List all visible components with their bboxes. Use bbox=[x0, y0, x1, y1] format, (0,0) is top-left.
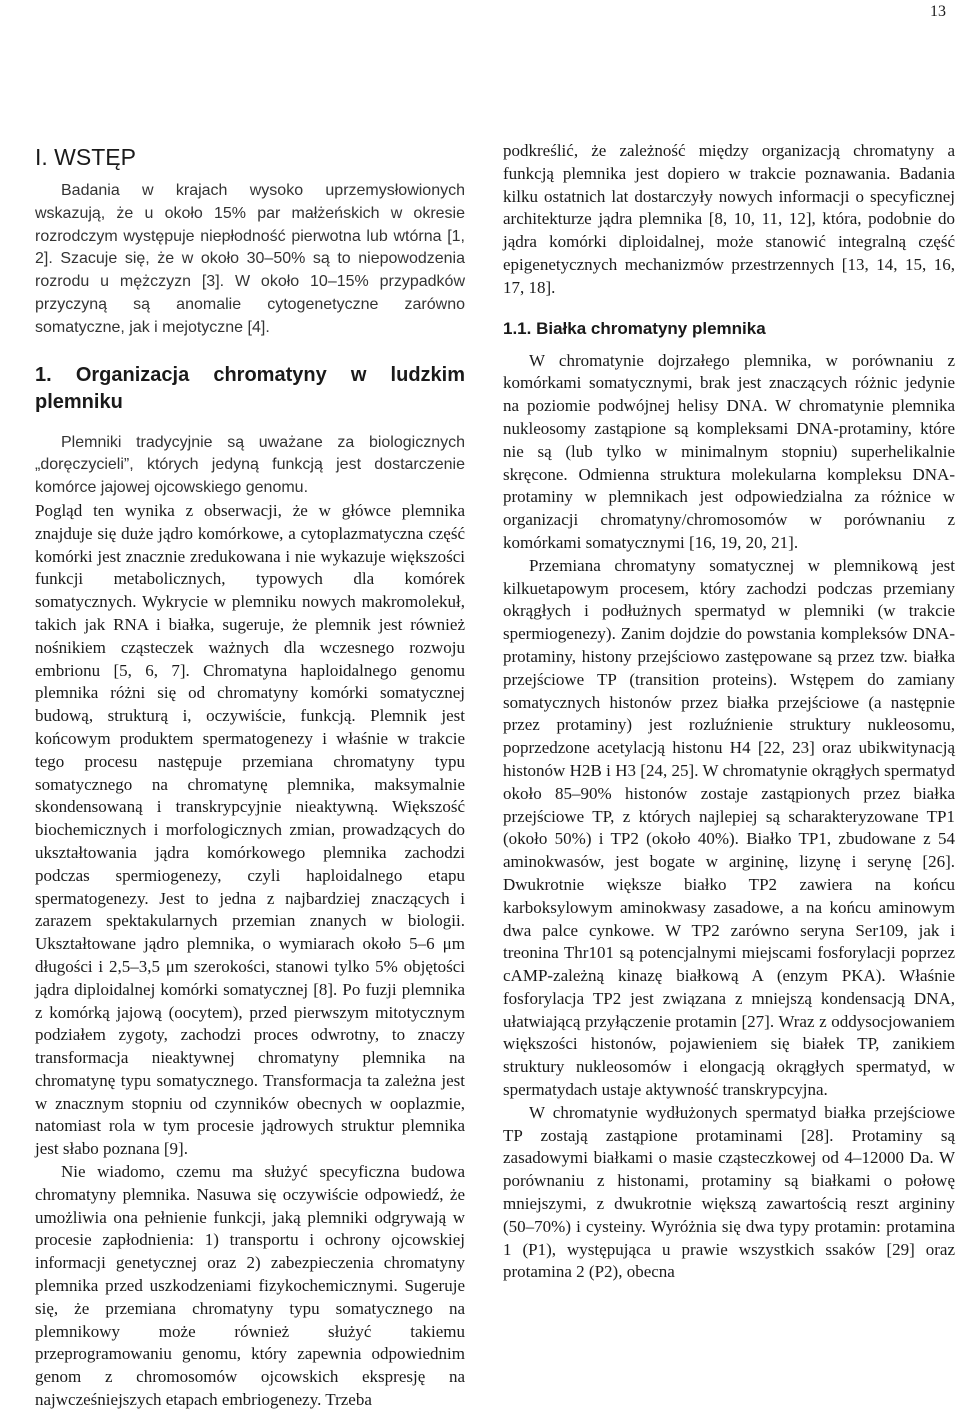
body-paragraph: W chromatynie wydłużonych spermatyd białka przejściowe TP zostają zastąpione protaminami [28]. Protaminy są zasadowymi białkami o masie cząsteczkowej od 4–12000 Da. W porównaniu z histonami, protaminy są białkami o połowę mniejszymi, z dwukrotnie większą zawartością reszt argininy (50–70%) i cysteiny. Wyróżnia się dwa typy protamin: protamina 1 (P1), występująca u prawie wszystkich ssaków [29] oraz protamina 2 (P2), obecna bbox=[503, 1102, 955, 1282]
body-paragraph: Nie wiadomo, czemu ma służyć specyficzna budowa chromatyny plemnika. Nasuwa się oczywiście odpowiedź, że umożliwia ona pełnienie funkcji, jaką plemniki odgrywają w procesie zapłodnienia: 1) transportu i ochrony ojcowskiej informacji genetycznej oraz 2) zabezpieczenia chromatyny plemnika przed uszkodzeniami fizykochemicznymi. Sugeruje się, że przemiana chromatyny typu somatycznego na plemnikowy może również służyć takiemu przeprogramowaniu genomu, który zapewnia odpowiednim genom z chromosomów ojcowskich ekspresję na najwcześniejszych etapach embriogenezy. Trzeba bbox=[35, 1162, 465, 1410]
section-heading: 1. Organizacja chromatyny w ludzkim plemniku bbox=[35, 363, 465, 413]
page-number: 13 bbox=[930, 3, 946, 20]
section-intro-paragraph: Plemniki tradycyjnie są uważane za biologicznych „doręczycieli”, których jedyną funkcją jest dostarczenie komórce jajowej ojcowskiego genomu. bbox=[35, 433, 465, 497]
body-paragraph: Przemiana chromatyny somatycznej w plemnikową jest kilkuetapowym procesem, który zachodzi podczas przemiany okrągłych i podłużnych spermatyd w plemniki (w trakcie spermiogenezy). Zanim dojdzie do powstania kompleksów DNA-protaminy, histony przejściowo zastępowane są przez tzw. białka przejściowe TP (transition proteins). Wstępem do zamiany somatycznych histonów przez białka przejściowe (a następnie przez protaminy) jest rozluźnienie struktury nukleosomu, poprzedzone acetylacją histonu H4 [22, 23] oraz ubikwitynacją histonów H2B i H3 [24, 25]. W chromatynie okrągłych spermatyd około 85–90% histonów zostaje zastąpionych przez białka przejściowe TP, z których najlepiej są scharakteryzowane TP1 (około 50%) i TP2 (około 40%). Białko TP1, zbudowane z 54 aminokwasów, jest bogate w argininę, lizynę i serynę [26]. Dwukrotnie większe białko TP2 zawiera na końcu karboksylowym aminokwasy zasadowe, a na końcu aminowym dwa palce cynkowe. W TP2 zarówno seryna Ser109, jak i treonina Thr101 są potencjalnymi miejscami fosforylacji poprzez cAMP-zależną kinazę białkową A (enzym PKA). Właśnie fosforylacja TP2 jest związana z mniejszą kondensacją DNA, ułatwiającą przyłączenie protamin [27]. Wraz z oddysocjowaniem większości histonów, pojawieniem się białek TP, zanikiem struktury nukleosomów i elongacją okrągłych spermatyd, w spermatydach ustaje aktywność transkrypcyjna. bbox=[503, 555, 955, 1100]
body-paragraph: W chromatynie dojrzałego plemnika, w porównaniu z komórkami somatycznymi, brak jest znaczących różnic jedynie na poziomie podwójnej helisy DNA. W chromatynie plemnika nukleosomy zastąpione są kompleksami DNA-protaminy, które nie są (lub tylko w minimalnym stopniu) superhelikalnie skręcone. Odmienna struktura molekularna kompleksu DNA-protaminy w plemnikach jest odpowiedzialna za różnice w organizacji chromatyny/chromosomów w porównaniu z komórkami somatycznymi [16, 19, 20, 21]. bbox=[503, 350, 955, 552]
continuation-paragraph: podkreślić, że zależność między organizacją chromatyny a funkcją plemnika jest dopiero w trakcie poznawania. Badania kilku ostatnich lat dostarczyły nowych informacji o specyficznej architekturze jądra plemnika [8, 10, 11, 12], która, podobnie do jądra komórki diploidalnej, może stanowić integralną część epigenetycznych mechanizmów przestrzennych [13, 14, 15, 16, 17, 18]. bbox=[503, 141, 955, 297]
body-paragraph: Pogląd ten wynika z obserwacji, że w główce plemnika znajduje się duże jądro komórkowe, a cytoplazmatyczna część komórki jest znacznie zredukowana i nie wykazuje większości funkcji metabolicznych, typowych dla komórek somatycznych. Wykrycie w plemniku nowych makromolekuł, takich jak RNA i białka, sugeruje, że plemnik jest również nośnikiem cząsteczek ważnych dla wczesnego rozwoju embrionu [5, 6, 7]. Chromatyna haploidalnego genomu plemnika różni się od chromatyny komórki somatycznej budową, strukturą i, oczywiście, funkcją. Plemnik jest końcowym produktem spermatogenezy i właśnie w trakcie tego procesu następuje przemiana chromatyny typu somatycznego na chromatynę plemnika, maksymalnie skondensowaną i transkrypcyjnie nieaktywną. Większość biochemicznych i morfologicznych zmian, prowadzących do ukształtowania jądra komórkowego plemnika zachodzi podczas spermiogenezy, czyli haploidalnego etapu spermatogenezy. Jest to jedna z najbardziej znaczących i zarazem spektakularnych przemian znanych w biologii. Ukształtowane jądro plemnika, o wymiarach około 5–6 μm długości i 2,5–3,5 μm szerokości, stanowi tylko 5% objętości jądra diploidalnej komórki somatycznej [8]. Po fuzji plemnika z komórką jajową (oocytem), przed pierwszym mitotycznym podziałem zygoty, zachodzi proces odwrotny, to znaczy transformacja nieaktywnej chromatyny plemnika na chromatynę typu somatycznego. Transformacja ta zależna jest w znacznym stopniu od czynników obecnych w ooplazmie, natomiast rola w tym procesie jądrowych struktur plemnika jest słabo poznana [9]. bbox=[35, 500, 465, 1159]
right-column bbox=[503, 140, 955, 1284]
subsection-heading: 1.1. Białka chromatyny plemnika bbox=[503, 318, 766, 338]
left-column bbox=[35, 140, 465, 1412]
intro-paragraph: Badania w krajach wysoko uprzemysłowionych wskazują, że u około 15% par małżeńskich w okresie rozrodczym występuje niepłodność pierwotna lub wtórna [1, 2]. Szacuje się, że w około 30–50% są to niepowodzenia rozrodu u mężczyzn [3]. W około 10–15% przypadków przyczyną są anomalie cytogenetyczne zarówno somatyczne, jak i mejotyczne [4]. bbox=[35, 182, 465, 336]
chapter-heading: I. WSTĘP bbox=[35, 144, 136, 170]
